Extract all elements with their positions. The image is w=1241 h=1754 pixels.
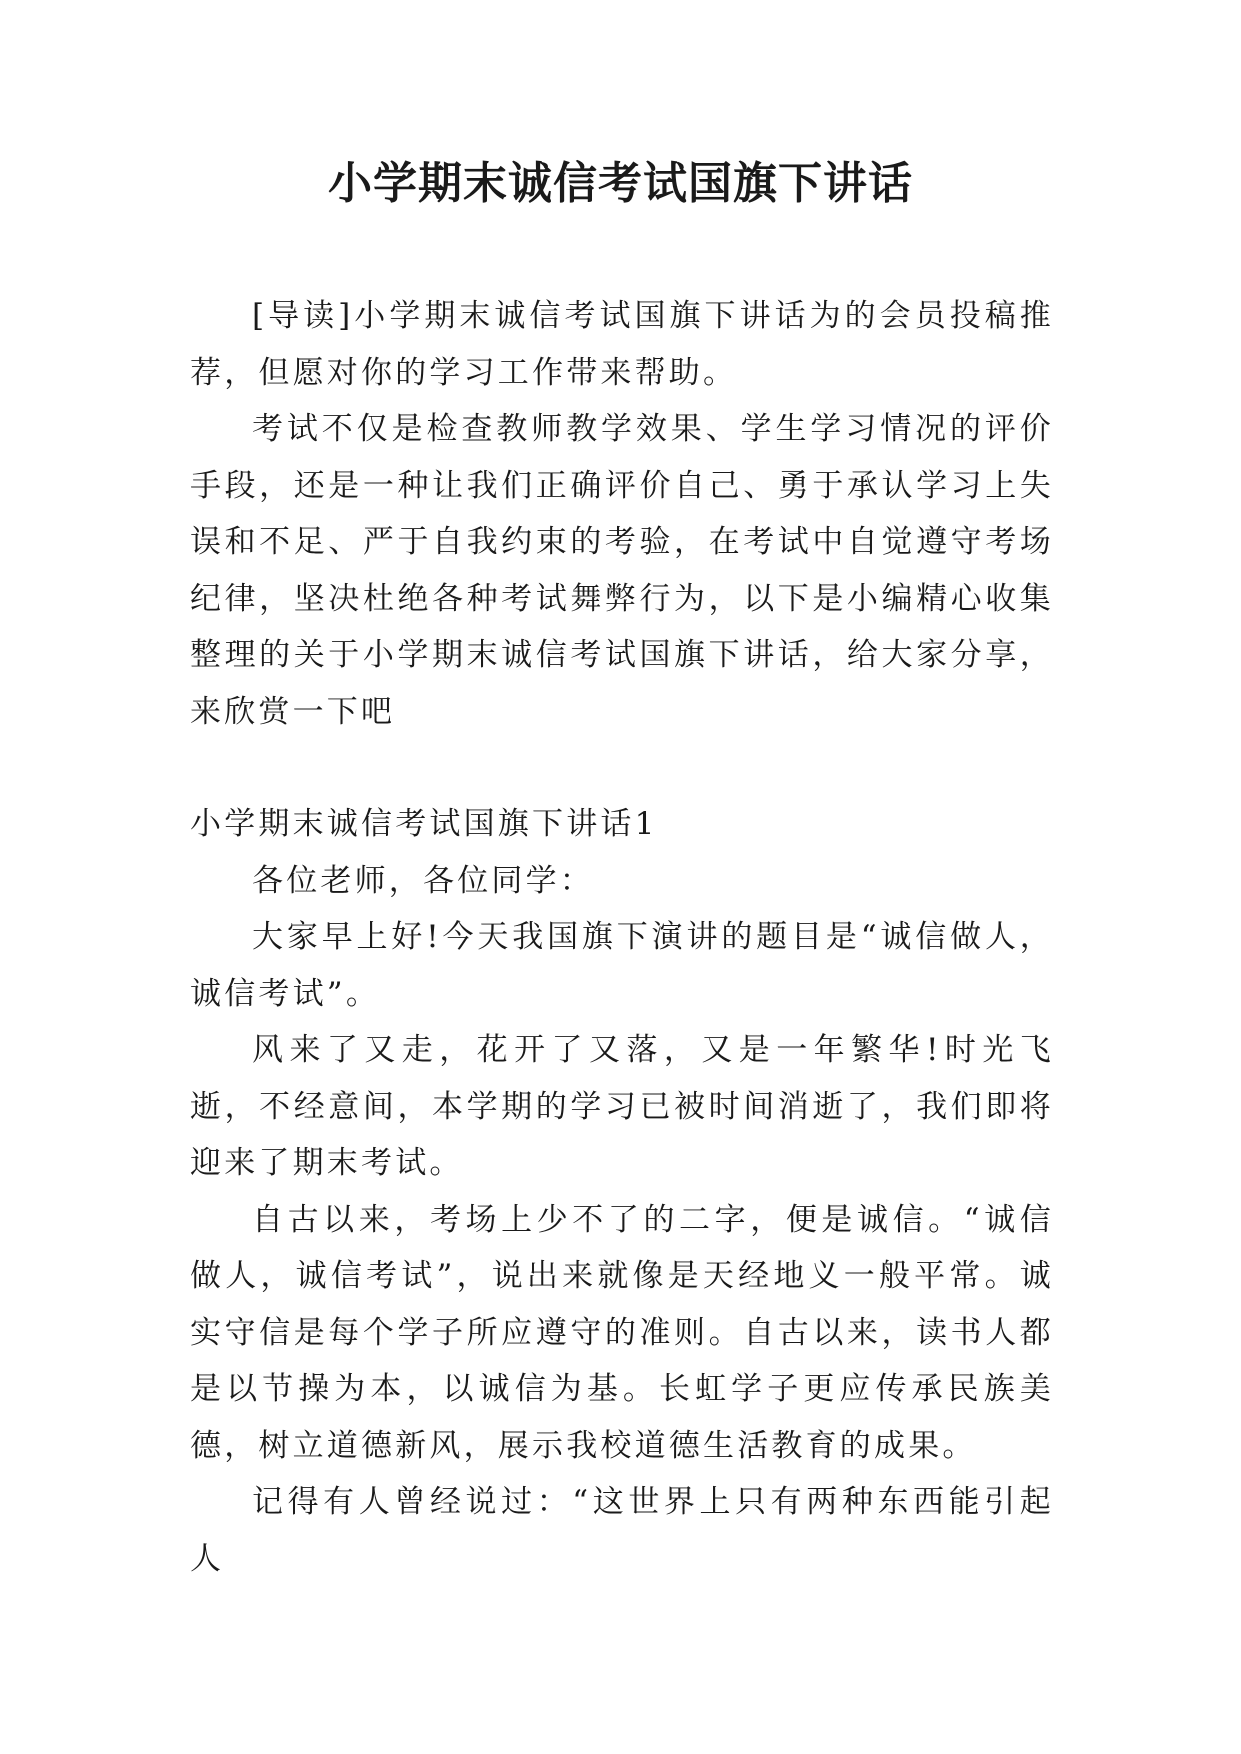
body-paragraph-3: 自古以来，考场上少不了的二字，便是诚信。“诚信做人，诚信考试”，说出来就像是天经地义一般平常。诚实守信是每个学子所应遵守的准则。自古以来，读书人都是以节操为本，以诚信为基。长虹学子更应传承民族美德，树立道德新风，展示我校道德生活教育的成果。 [190,1201,1054,1464]
document-title: 小学期末诚信考试国旗下讲话 [328,158,913,209]
document-body [190,288,1054,1587]
body-paragraph-2: 风来了又走，花开了又落，又是一年繁华!时光飞逝，不经意间，本学期的学习已被时间消逝了，我们即将迎来了期末考试。 [190,1032,1054,1181]
body-paragraph-4: 记得有人曾经说过：“这世界上只有两种东西能引起人 [190,1484,1054,1577]
intro-paragraph-2: 考试不仅是检查教师教学效果、学生学习情况的评价手段，还是一种让我们正确评价自己、勇于承认学习上失误和不足、严于自我约束的考验，在考试中自觉遵守考场纪律，坚决杜绝各种考试舞弊行为，以下是小编精心收集整理的关于小学期末诚信考试国旗下讲话，给大家分享，来欣赏一下吧 [190,411,1054,730]
section-heading: 小学期末诚信考试国旗下讲话1 [190,806,658,842]
body-paragraph-1: 大家早上好!今天我国旗下演讲的题目是“诚信做人，诚信考试”。 [190,919,1054,1012]
paragraph-spacer [190,740,1054,796]
intro-paragraph-1: [导读]小学期末诚信考试国旗下讲话为的会员投稿推荐，但愿对你的学习工作带来帮助。 [190,298,1054,391]
salutation-paragraph: 各位老师，各位同学： [252,862,594,899]
